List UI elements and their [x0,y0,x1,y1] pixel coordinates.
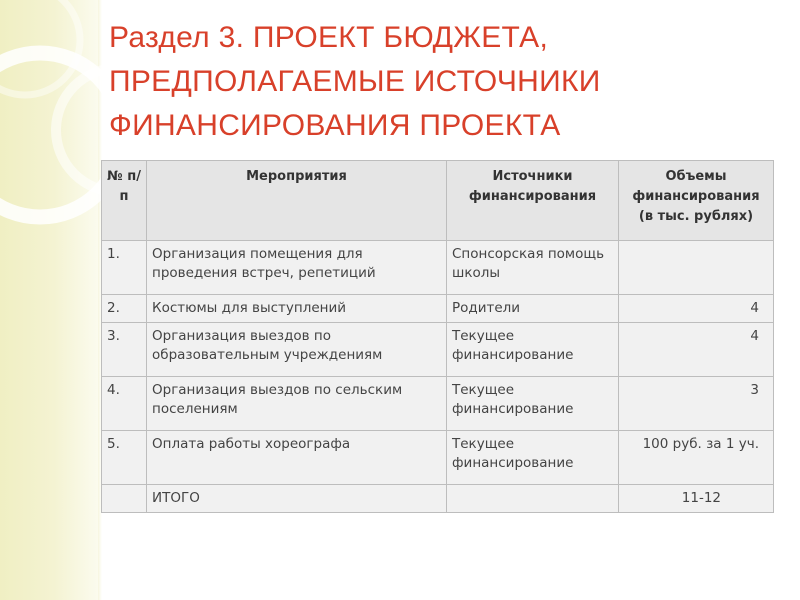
cell-num: 2. [102,295,147,323]
cell-event: Организация помещения для проведения встреч, репетиций [147,241,447,295]
header-event: Мероприятия [147,161,447,241]
cell-volume: 3 [619,377,774,431]
cell-source: Родители [447,295,619,323]
cell-volume: 4 [619,323,774,377]
cell-event: Организация выездов по сельским поселениям [147,377,447,431]
header-source: Источники финансирования [447,161,619,241]
cell-event: Костюмы для выступлений [147,295,447,323]
table-row [102,431,774,485]
cell-event: ИТОГО [147,485,447,513]
table-header-row [102,161,774,241]
cell-source [447,485,619,513]
cell-volume: 4 [619,295,774,323]
cell-source: Спонсорская помощь школы [447,241,619,295]
cell-source: Текущее финансирование [447,377,619,431]
cell-num: 4. [102,377,147,431]
cell-event: Оплата работы хореографа [147,431,447,485]
table-row [102,241,774,295]
table-row [102,377,774,431]
cell-num: 5. [102,431,147,485]
page-title: Раздел 3. ПРОЕКТ БЮДЖЕТА, ПРЕДПОЛАГАЕМЫЕ ИСТОЧНИКИ ФИНАНСИРОВАНИЯ ПРОЕКТА [109,21,601,142]
table-row [102,323,774,377]
cell-num: 1. [102,241,147,295]
table-row [102,295,774,323]
cell-source: Текущее финансирование [447,323,619,377]
cell-volume: 11-12 [619,485,774,513]
cell-volume [619,241,774,295]
budget-table [101,160,774,513]
cell-event: Организация выездов по образовательным учреждениям [147,323,447,377]
cell-source: Текущее финансирование [447,431,619,485]
header-num: № п/п [102,161,147,241]
cell-volume: 100 руб. за 1 уч. [619,431,774,485]
cell-num: 3. [102,323,147,377]
table-total-row [102,485,774,513]
cell-num [102,485,147,513]
header-volume: Объемы финансирования (в тыс. рублях) [619,161,774,241]
